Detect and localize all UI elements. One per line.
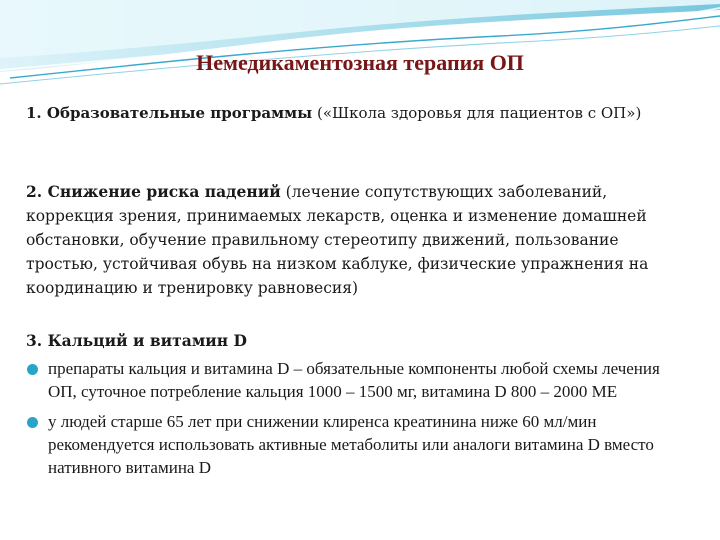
bullet-text: препараты кальция и витамина D – обязательные компоненты любой схемы лечения ОП, суточное потребление кальция 1000 – 1500 мг, витамина D 800 – 2000 МЕ — [48, 359, 660, 401]
bullet-dot-icon — [27, 364, 38, 375]
item-1-text: («Школа здоровья для пациентов с ОП») — [312, 104, 642, 122]
slide-title: Немедикаментозная терапия ОП — [196, 50, 524, 75]
item-1-lead: 1. Образовательные программы — [26, 104, 313, 122]
item-2-lead: 2. Снижение риска падений — [26, 182, 281, 201]
item-3-heading: 3. Кальций и витамин D — [26, 331, 247, 350]
bullet-item — [26, 410, 686, 479]
item-2-text: (лечение сопутствующих заболеваний, коррекция зрения, принимаемых лекарств, оценка и изменение домашней обстановки, обучение правильному стереотипу движений, пользование тростью, устойчивая обувь на низком каблуке, физические упражнения на координацию и тренировку равновесия) — [26, 183, 649, 297]
bullet-text: у людей старше 65 лет при снижении клиренса креатинина ниже 60 мл/мин рекомендуется использовать активные метаболиты или аналоги витамина D вместо нативного витамина D — [48, 412, 654, 477]
item-1-paragraph — [26, 101, 688, 125]
item-3-bullet-list — [26, 357, 686, 486]
item-2-paragraph — [26, 180, 688, 300]
bullet-item — [26, 357, 686, 403]
bullet-dot-icon — [27, 417, 38, 428]
header-wave-decoration — [0, 0, 720, 95]
